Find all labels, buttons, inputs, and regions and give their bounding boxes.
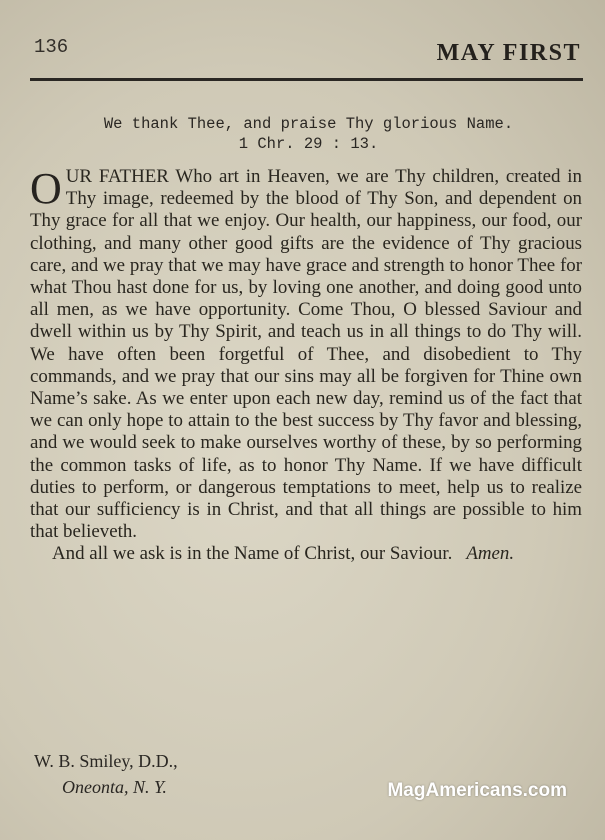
signature-name: W. B. Smiley, D.D., [34,751,178,771]
prayer-paragraph-2 [30,543,582,565]
paragraph-2-text: And all we ask is in the Name of Christ, our Saviour. [52,543,453,565]
amen-text: Amen. [466,543,515,565]
verse-reference: 1 Chr. 29 : 13. [238,135,379,153]
page-title: MAY FIRST [436,40,581,66]
header-rule [30,78,583,81]
prayer-paragraph-1 [30,166,582,543]
lead-caps: UR FATHER [65,166,169,187]
drop-cap: O [30,164,62,213]
prayer-body [30,166,582,566]
scripture-verse [0,114,605,154]
page-number: 136 [34,36,69,58]
signature [34,748,178,800]
signature-place: Oneonta, N. Y. [62,777,167,797]
paragraph-1-text: Who art in Heaven, we are Thy children, created in Thy image, redeemed by the blood of Thy Son, and dependent on Thy grace for all that we enjoy. Our health, our happiness, our food, our clothing, and many other good gifts are the evidence of Thy gracious care, and we pray that we may have grace and strength to honor Thee for what Thou hast done for us, by loving one another, and doing good unto all men, as we have opportunity. Come Thou, O blessed Saviour and dwell within us by Thy Spirit, and teach us in all things to do Thy will. We have often been forgetful of Thee, and disobedient to Thy commands, and we pray that our sins may all be forgiven for Thine own Name’s sake. As we enter upon each new day, remind us of the fact that we can only hope to attain to the best success by Thy favor and blessing, and we would seek to make ourselves worthy of these, by so performing the common tasks of life, as to honor Thy Name. If we have difficult duties to perform, or dangerous temptations to meet, help us to realize that our sufficiency is in Christ, and that all things are possible to him that believeth. [30,166,583,543]
verse-text: We thank Thee, and praise Thy glorious Name. [103,115,514,133]
watermark: MagAmericans.com [387,780,567,801]
